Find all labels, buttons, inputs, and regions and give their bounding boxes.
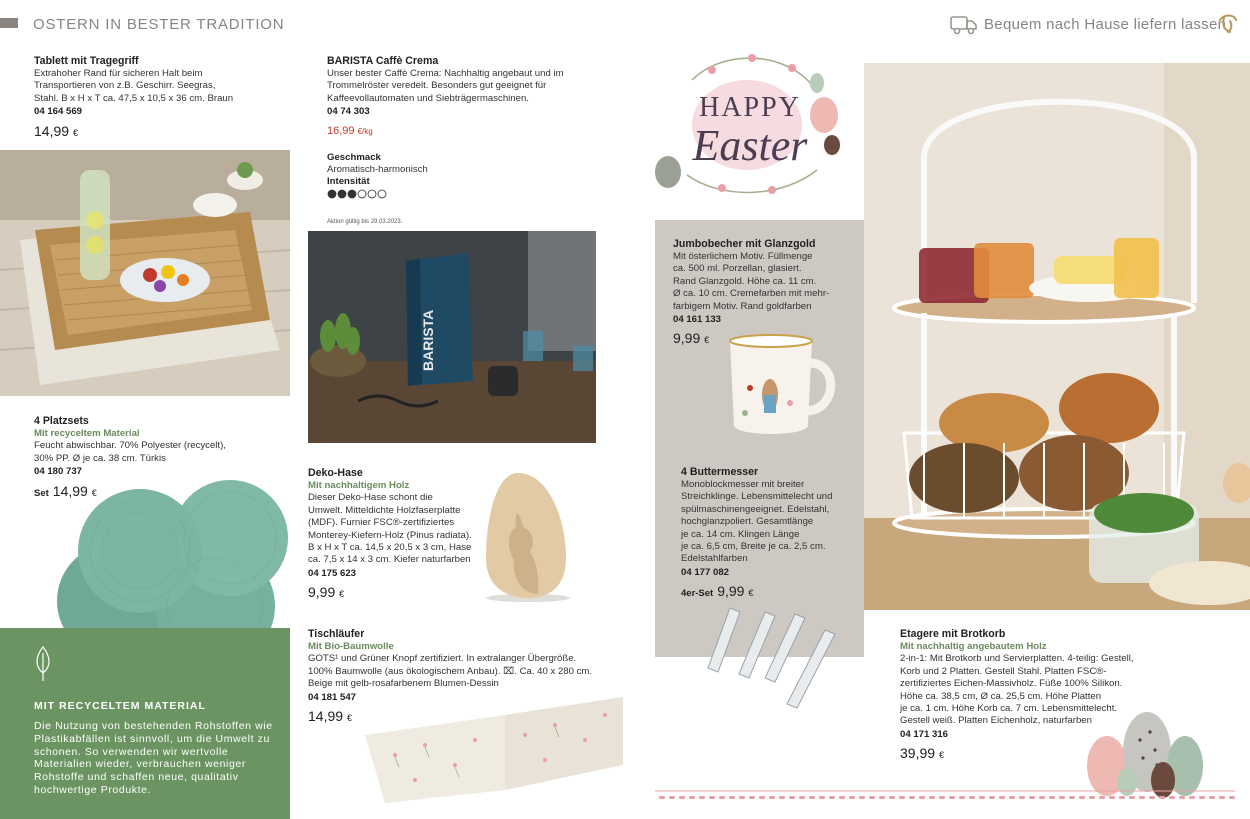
decorative-dot — [679, 796, 685, 799]
product-title: 4 Buttermesser — [681, 466, 759, 478]
decorative-dot — [1139, 796, 1145, 799]
decorative-dot — [1219, 796, 1225, 799]
header-marker — [0, 18, 18, 28]
decorative-dot — [819, 796, 825, 799]
product-desc: Monoblockmesser mit breiter Streichklinge. Lebensmittelecht und spülmaschinengeeignet. Edelstahl, hochglanzpoliert. Gesamtlänge je ca. 14 cm. Klingen Länge je ca. 6,5 cm, Breite je ca. 2,5 cm. Edelstahlfarben — [681, 479, 833, 565]
decorative-dot — [1149, 796, 1155, 799]
knives-photo — [690, 600, 850, 720]
product-title: Tischläufer — [308, 628, 365, 640]
product-subtitle: Mit recyceltem Material — [34, 428, 140, 439]
product-desc: 2-in-1: Mit Brotkorb und Servierplatten. 4-teilig: Gestell, Korb und 2 Platten. Gestell Stahl. Platten FSC®- zertifiziertes Eichen-Massivholz. Füße 100% Silikon. Höhe ca. 38,5 cm, Ø ca. 25,5 cm. Höhe Platten je ca. 1 cm. Höhe Korb ca. 7 cm. Lebensmittelecht. Gestell weiß. Platten Eichenholz, naturfarben — [900, 653, 1134, 727]
decorative-dot — [1019, 796, 1025, 799]
decorative-dot — [959, 796, 965, 799]
decorative-dot — [869, 796, 875, 799]
intensity-bean-filled — [328, 190, 336, 198]
decorative-dot — [969, 796, 975, 799]
decorative-dot — [999, 796, 1005, 799]
decorative-dot — [1229, 796, 1235, 799]
product-title: Etagere mit Brotkorb — [900, 628, 1006, 640]
intensity-bean-empty — [368, 190, 376, 198]
article-number: 04 181 547 — [308, 691, 357, 703]
decorative-dot — [1009, 796, 1015, 799]
intensity-label: Intensität — [327, 176, 370, 188]
tablerunner-photo — [355, 695, 625, 805]
leaf-icon — [33, 645, 53, 683]
tablett-photo — [0, 150, 290, 396]
decorative-dot — [689, 796, 695, 799]
page-title: OSTERN IN BESTER TRADITION — [33, 16, 285, 33]
product-subtitle: Mit Bio-Baumwolle — [308, 641, 394, 652]
decorative-dot — [779, 796, 785, 799]
article-number: 04 171 316 — [900, 728, 949, 740]
article-number: 04 164 569 — [34, 106, 83, 118]
decorative-dot — [849, 796, 855, 799]
decorative-dot — [919, 796, 925, 799]
product-desc: Feucht abwischbar. 70% Polyester (recycelt), 30% PP. Ø je ca. 38 cm. Türkis — [34, 440, 226, 464]
decorative-dot — [949, 796, 955, 799]
decorative-dot — [1059, 796, 1065, 799]
decorative-dots — [655, 789, 1235, 801]
decorative-dot — [669, 796, 675, 799]
decorative-dot — [769, 796, 775, 799]
product-desc: GOTS¹ und Grüner Knopf zertifiziert. In extralanger Übergröße. 100% Baumwolle (aus ökologischem Anbau). ⌧. Ca. 40 x 280 cm. Beige mit gelb-rosafarbenem Blumen-Dessin — [308, 653, 593, 690]
article-number: 04 177 082 — [681, 566, 730, 578]
recycle-text: Die Nutzung von bestehenden Rohstoffen wie Plastikabfällen ist sinnvoll, um die Umwelt zu schonen. So verwenden wir wertvolle Materialien wieder, verbrauchen weniger Rohstoffe und schaffen neue, qualitativ hochwertige Produkte. — [34, 720, 273, 796]
decorative-dot — [889, 796, 895, 799]
decorative-dot — [1049, 796, 1055, 799]
coffee-photo — [308, 231, 596, 443]
easter-logo-line2: Easter — [692, 121, 808, 170]
product-title: Jumbobecher mit Glanzgold — [673, 238, 816, 250]
intensity-bean-empty — [358, 190, 366, 198]
decorative-dot — [659, 796, 665, 799]
decorative-dot — [979, 796, 985, 799]
happy-easter-logo — [652, 50, 847, 200]
product-title: Deko-Hase — [308, 467, 363, 479]
product-title: Tablett mit Tragegriff — [34, 55, 139, 67]
delivery-link[interactable]: Bequem nach Hause liefern lassen — [984, 16, 1227, 33]
recycle-title: MIT RECYCELTEM MATERIAL — [34, 700, 206, 712]
decorative-dot — [1089, 796, 1095, 799]
decorative-dot — [789, 796, 795, 799]
decorative-dot — [1119, 796, 1125, 799]
decorative-dot — [709, 796, 715, 799]
decorative-dot — [989, 796, 995, 799]
decorative-dot — [1179, 796, 1185, 799]
decorative-dot — [799, 796, 805, 799]
decorative-dot — [1159, 796, 1165, 799]
promo-note: Aktion gültig bis 29.03.2023. — [327, 219, 403, 226]
product-subtitle: Mit nachhaltigem Holz — [308, 480, 410, 491]
easter-eggs-decoration — [1085, 710, 1205, 800]
decorative-dot — [739, 796, 745, 799]
hase-photo — [478, 468, 578, 603]
decorative-dot — [759, 796, 765, 799]
price: 14,99 € — [308, 708, 352, 725]
decorative-dot — [719, 796, 725, 799]
price: 9,99 € — [308, 584, 345, 601]
easter-logo-line1: HAPPY — [699, 92, 801, 123]
decorative-dot — [899, 796, 905, 799]
truck-icon — [950, 14, 978, 36]
price: 16,99 €/kg — [327, 124, 373, 137]
decorative-dot — [1169, 796, 1175, 799]
decorative-dot — [1079, 796, 1085, 799]
decorative-dot — [1199, 796, 1205, 799]
price: 9,99 € — [673, 330, 710, 347]
decorative-dot — [1069, 796, 1075, 799]
etagere-photo — [864, 63, 1250, 610]
decorative-dot — [859, 796, 865, 799]
decorative-dot — [1029, 796, 1035, 799]
decorative-dot — [809, 796, 815, 799]
article-number: 04 74 303 — [327, 106, 370, 118]
price: 14,99 € — [34, 122, 78, 139]
product-buttermesser — [681, 465, 856, 604]
intensity-bean-filled — [348, 190, 356, 198]
mug-photo — [720, 333, 840, 443]
decorative-dot — [749, 796, 755, 799]
product-tablett — [34, 54, 274, 143]
taste-value: Aromatisch-harmonisch — [327, 163, 428, 175]
decorative-dot — [929, 796, 935, 799]
decorative-dot — [1129, 796, 1135, 799]
decorative-dot — [829, 796, 835, 799]
intensity-bean-empty — [378, 190, 386, 198]
decorative-dot — [1099, 796, 1105, 799]
svg-text:BARISTA: BARISTA — [420, 309, 436, 371]
product-barista — [327, 54, 587, 229]
decorative-dot — [1189, 796, 1195, 799]
decorative-dot — [839, 796, 845, 799]
decorative-dot — [699, 796, 705, 799]
price: Set 14,99 € — [34, 482, 97, 499]
decorative-dot — [879, 796, 885, 799]
product-subtitle: Mit nachhaltig angebautem Holz — [900, 641, 1047, 652]
product-title: BARISTA Caffè Crema — [327, 55, 439, 67]
intensity-bean-filled — [338, 190, 346, 198]
article-number: 04 161 133 — [673, 314, 722, 326]
decorative-dot — [939, 796, 945, 799]
decorative-dot — [1039, 796, 1045, 799]
product-desc: Dieser Deko-Hase schont die Umwelt. Mitteldichte Holzfaserplatte (MDF). Furnier FSC®-zertifiziertes Monterey-Kiefern-Holz (Pinus radiata). B x H x T ca. 14,5 x 20,5 x 3 cm, Hase ca. 7,5 x 14 x 3 cm. Kiefer naturfarben — [308, 492, 472, 566]
brand-logo-icon — [1216, 12, 1240, 36]
article-number: 04 180 737 — [34, 466, 83, 478]
taste-label: Geschmack — [327, 151, 381, 163]
product-hase — [308, 466, 488, 604]
product-desc: Unser bester Caffè Crema: Nachhaltig angebaut und im Trommelröster veredelt. Besonders gut geeignet für Kaffeevollautomaten und Siebträgermaschinen. — [327, 68, 564, 104]
article-number: 04 175 623 — [308, 567, 357, 579]
decorative-dot — [729, 796, 735, 799]
decorative-dot — [1109, 796, 1115, 799]
price: 39,99 € — [900, 745, 944, 762]
price: 4er-Set 9,99 € — [681, 583, 754, 600]
intensity-rating — [327, 188, 397, 200]
product-title: 4 Platzsets — [34, 415, 89, 427]
product-desc: Mit österlichem Motiv. Füllmenge ca. 500 ml. Porzellan, glasiert. Rand Glanzgold. Höhe ca. 11 cm. Ø ca. 10 cm. Cremefarben mit mehr- farbigem Motiv. Rand goldfarben — [673, 251, 830, 312]
decorative-dot — [909, 796, 915, 799]
decorative-dot — [1209, 796, 1215, 799]
product-desc: Extrahoher Rand für sicheren Halt beim Transportieren von z.B. Geschirr. Seegras, Stahl. B x H x T ca. 47,5 x 10,5 x 36 cm. Braun — [34, 68, 234, 104]
